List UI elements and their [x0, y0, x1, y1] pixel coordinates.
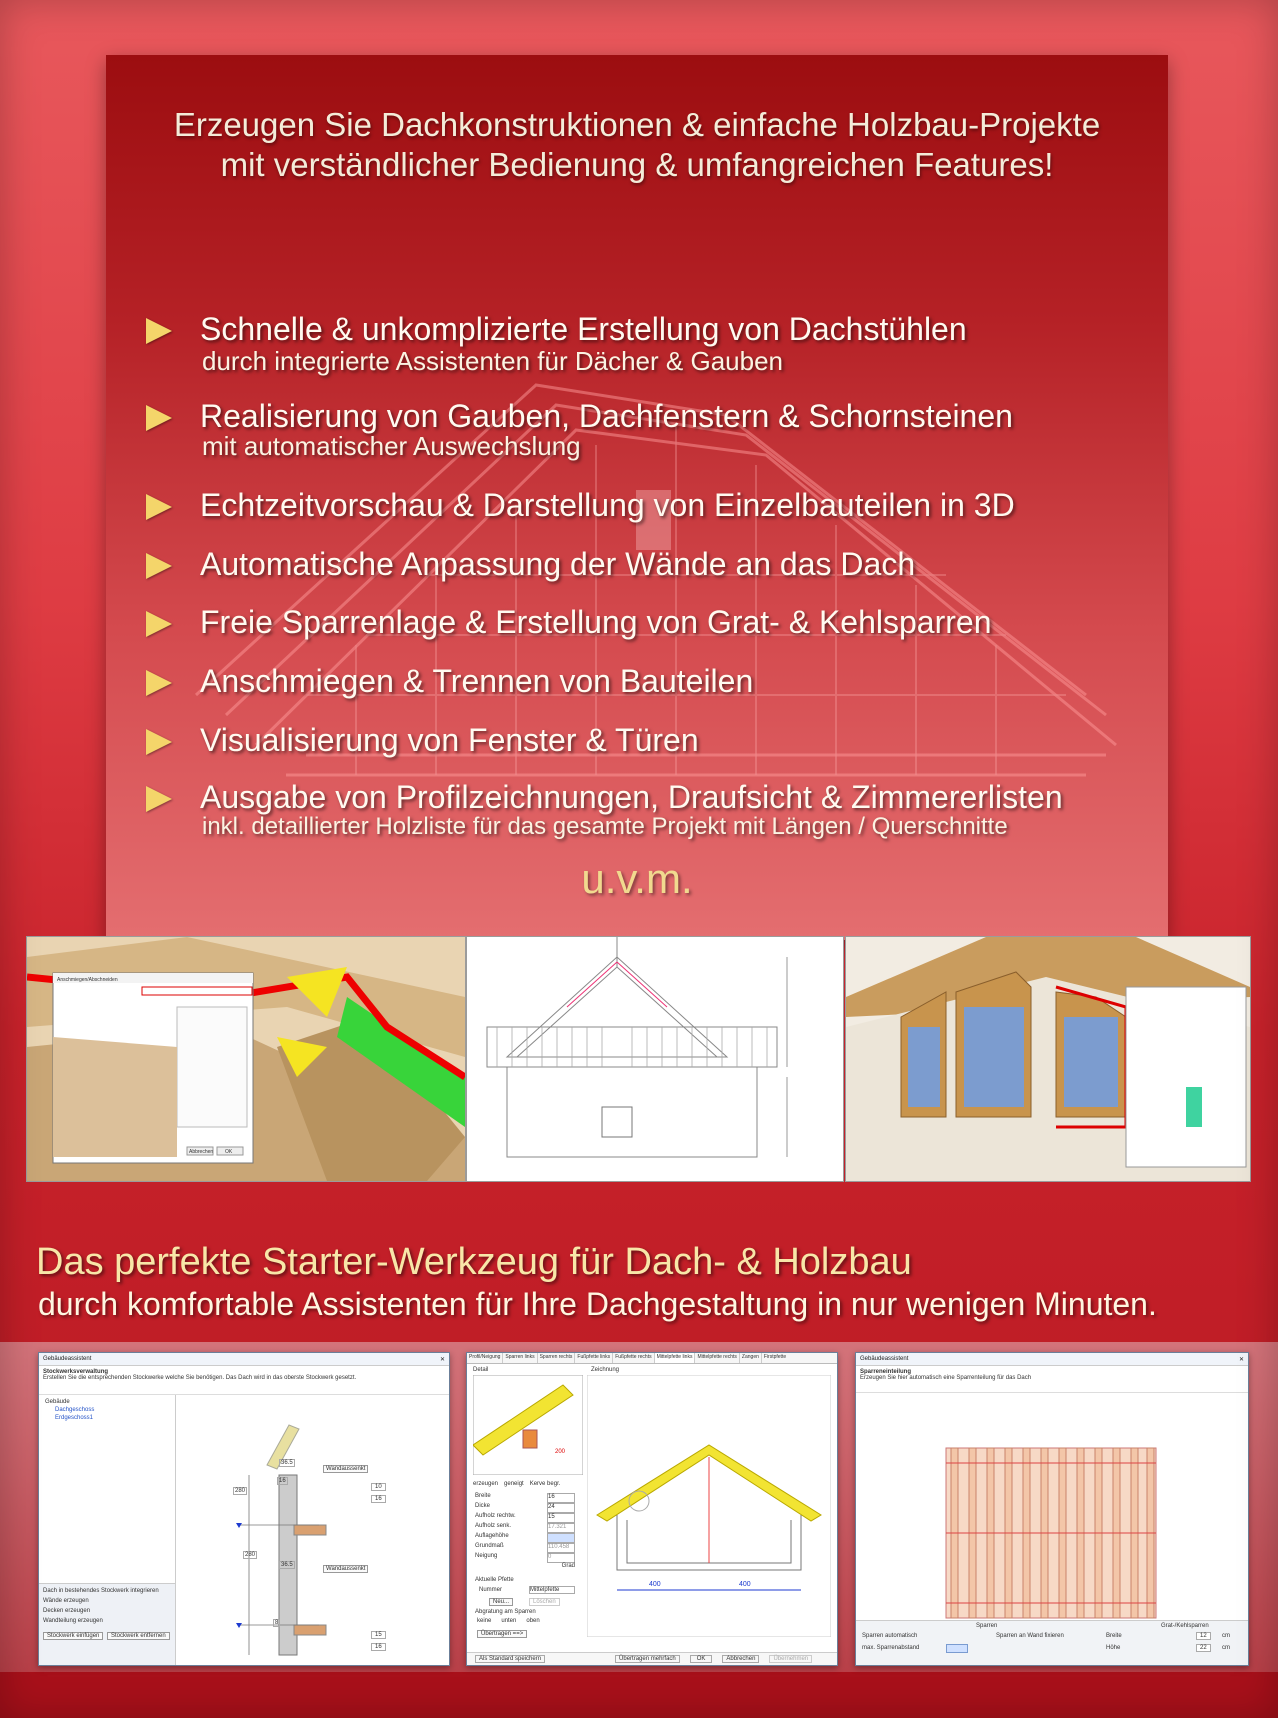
field-label: Auflagehöhe: [475, 1533, 509, 1539]
field-input[interactable]: 17.321: [547, 1523, 575, 1533]
tab[interactable]: Zangen: [740, 1353, 762, 1363]
tab[interactable]: Firstpfette: [763, 1354, 787, 1360]
unit-label: Grad: [561, 1563, 575, 1569]
pfette-select[interactable]: Mittelpfette: [529, 1586, 575, 1594]
option-checkbox[interactable]: geneigt: [504, 1481, 524, 1487]
feature-title: Visualisierung von Fenster & Türen: [200, 722, 699, 758]
drawing-label: Zeichnung: [591, 1367, 620, 1373]
tagline-title: Das perfekte Starter-Werkzeug für Dach- & Holzbau: [36, 1241, 912, 1283]
field-label: Grundmaß: [475, 1543, 504, 1549]
tab[interactable]: Fußpfette rechts: [613, 1353, 654, 1363]
headline: [106, 105, 1168, 185]
width-input[interactable]: 12: [1196, 1632, 1211, 1640]
field-label: Aufholz senk.: [475, 1523, 512, 1529]
options-panel: [39, 1583, 175, 1666]
tree-item[interactable]: Erdgeschoss1: [55, 1415, 94, 1421]
cancel-button[interactable]: Abbrechen: [722, 1655, 759, 1663]
field-label: Aufholz rechtw.: [475, 1513, 516, 1519]
option-checkbox[interactable]: Sparren an Wand fixieren: [996, 1633, 1064, 1639]
dialog-title: Gebäudeassistent: [860, 1356, 909, 1362]
dim-field[interactable]: 280: [235, 1488, 246, 1494]
option-checkbox[interactable]: Wände erzeugen: [43, 1598, 89, 1604]
feature-title: Ausgabe von Profilzeichnungen, Draufsicht & Zimmererlisten: [200, 779, 1063, 815]
radio-option[interactable]: oben: [526, 1618, 540, 1624]
dim-label: 400: [739, 1581, 751, 1588]
group-label: Sparren: [976, 1623, 998, 1629]
feature-subtitle: inkl. detaillierter Holzliste für das gesamte Projekt mit Längen / Querschnitte: [202, 813, 1008, 840]
tab[interactable]: Sparren links: [503, 1353, 537, 1363]
radio-option[interactable]: unten: [501, 1618, 517, 1624]
field-label: Breite: [475, 1493, 491, 1499]
feature-title: Freie Sparrenlage & Erstellung von Grat- & Kehlsparren: [200, 604, 992, 640]
field-label: Neigung: [475, 1553, 498, 1559]
close-icon[interactable]: ✕: [1238, 1356, 1244, 1363]
arrow-icon: [146, 405, 172, 431]
screenshot-trim: [26, 936, 466, 1182]
dim-field[interactable]: 15: [371, 1631, 386, 1639]
dim-field[interactable]: 8: [275, 1620, 279, 1626]
field-label: Höhe: [1106, 1645, 1121, 1651]
arrow-icon: [146, 729, 172, 755]
detail-label: Detail: [473, 1367, 489, 1373]
dialog-title: Anschmiegen/Abschneiden: [57, 977, 118, 983]
rafter-layout-drawing: [856, 1393, 1248, 1623]
spacing-input[interactable]: [946, 1644, 968, 1653]
arrow-icon: [146, 553, 172, 579]
arrow-icon: [146, 786, 172, 812]
field-label: max. Sparrenabstand: [862, 1645, 920, 1651]
cancel-button[interactable]: Abbrechen: [189, 1149, 214, 1155]
section-drawing: [587, 1375, 831, 1637]
section-heading: Sparreneinteilung: [860, 1369, 912, 1375]
dialog-title: Gebäudeassistent: [43, 1356, 92, 1362]
ok-button[interactable]: OK: [225, 1149, 233, 1155]
option-checkbox[interactable]: erzeugen: [473, 1481, 499, 1487]
field-label: Dicke: [475, 1503, 491, 1509]
dim-field[interactable]: 16: [371, 1495, 386, 1503]
field-label: Nummer: [479, 1587, 503, 1593]
option-checkbox[interactable]: Decken erzeugen: [43, 1608, 91, 1614]
field-input[interactable]: [547, 1533, 575, 1543]
option-checkbox[interactable]: Kerve begr.: [529, 1481, 561, 1487]
arrow-icon: [146, 670, 172, 696]
tab-active[interactable]: Mittelpfette links: [655, 1353, 696, 1363]
option-checkbox[interactable]: Wandteilung erzeugen: [43, 1618, 103, 1624]
arrow-icon: [146, 318, 172, 344]
option-checkbox[interactable]: Sparren automatisch: [862, 1633, 918, 1639]
feature-title: Schnelle & unkomplizierte Erstellung von Dachstühlen: [200, 311, 967, 347]
section-label: Aktuelle Pfette: [475, 1577, 514, 1583]
section-label: Abgratung am Sparren: [475, 1609, 536, 1615]
feature-title: Echtzeitvorschau & Darstellung von Einzelbauteilen in 3D: [200, 487, 1015, 523]
dialog-titlebar: [39, 1353, 449, 1366]
save-default-button[interactable]: Als Standard speichern: [475, 1655, 545, 1663]
delete-button[interactable]: Löschen: [529, 1598, 560, 1606]
dim-label: 200: [555, 1449, 566, 1455]
apply-button[interactable]: Übernehmen: [769, 1655, 812, 1663]
dim-field[interactable]: 36.5: [281, 1562, 293, 1568]
feature-title: Anschmiegen & Trennen von Bauteilen: [200, 663, 754, 699]
hero-panel: [106, 55, 1168, 940]
dim-field[interactable]: 10: [371, 1483, 386, 1491]
footer-band: [0, 1672, 1278, 1718]
field-input[interactable]: 110.458: [547, 1543, 575, 1553]
field-input[interactable]: 16: [547, 1493, 575, 1503]
section-heading: Stockwerksverwaltung: [43, 1369, 109, 1375]
feature-title: Realisierung von Gauben, Dachfenstern & Schornsteinen: [200, 398, 1013, 434]
dialog-titlebar: [856, 1353, 1248, 1366]
dialog-stockwerk: [38, 1352, 450, 1666]
tagline-subtitle: durch komfortable Assistenten für Ihre Dachgestaltung in nur wenigen Minuten.: [38, 1286, 1157, 1322]
dimension-fields: [475, 1493, 575, 1569]
feature-subtitle: durch integrierte Assistenten für Dächer & Gauben: [202, 346, 783, 376]
field-input[interactable]: 24: [547, 1503, 575, 1513]
field-label: Breite: [1106, 1633, 1122, 1639]
dim-field[interactable]: 16: [371, 1643, 386, 1651]
dialog-pfette: [466, 1352, 838, 1666]
section-description: Erzeugen Sie hier automatisch eine Sparrenteilung für das Dach: [860, 1375, 1032, 1381]
arrow-icon: [146, 494, 172, 520]
add-floor-button[interactable]: Stockwerk einfügen: [43, 1632, 103, 1640]
tab[interactable]: Profil/Neigung: [467, 1353, 503, 1363]
tree-root[interactable]: Gebäude: [45, 1399, 70, 1405]
remove-floor-button[interactable]: Stockwerk entfernen: [107, 1632, 170, 1640]
building-tree: [39, 1395, 176, 1665]
height-input[interactable]: 22: [1196, 1644, 1211, 1652]
ok-button[interactable]: OK: [690, 1655, 713, 1663]
unit-label: cm: [1222, 1633, 1230, 1639]
options-row: [473, 1481, 560, 1487]
settings-panel: [856, 1620, 1248, 1665]
dim-field[interactable]: 36.5: [281, 1460, 293, 1466]
dim-field[interactable]: 16: [279, 1478, 286, 1484]
section-description: Erstellen Sie die entsprechenden Stockwerke welche Sie benötigen. Das Dach wird in das oberste Stockwerk gesetzt.: [43, 1375, 357, 1381]
tab[interactable]: Sparren rechts: [538, 1353, 576, 1363]
transfer-multiple-button[interactable]: Übertragen mehrfach: [615, 1655, 680, 1663]
uvm-label: u.v.m.: [581, 855, 693, 902]
group-label: Grat-/Kehlsparren: [1161, 1623, 1209, 1629]
arrow-icon: [146, 611, 172, 637]
dim-field[interactable]: 280: [245, 1552, 256, 1558]
headline-line-2: mit verständlicher Bedienung & umfangreichen Features!: [220, 146, 1054, 183]
radio-option[interactable]: keine: [477, 1618, 492, 1624]
unit-label: cm: [1222, 1645, 1230, 1651]
button-bar: [467, 1652, 838, 1665]
wall-label: Wandaussenkt: [323, 1465, 368, 1473]
wall-section-drawing: [179, 1395, 447, 1663]
detail-drawing: [473, 1375, 583, 1475]
transfer-button[interactable]: Übertragen ==>: [477, 1630, 527, 1638]
dim-label: 400: [649, 1581, 661, 1588]
tab[interactable]: Mittelpfette rechts: [695, 1353, 739, 1363]
headline-line-1: Erzeugen Sie Dachkonstruktionen & einfache Holzbau-Projekte: [173, 106, 1101, 143]
tab[interactable]: Fußpfette links: [575, 1353, 613, 1363]
dialog-sparren: [855, 1352, 1249, 1666]
tab-bar: [467, 1353, 837, 1364]
screenshot-elevation: [466, 936, 844, 1182]
feature-title: Automatische Anpassung der Wände an das Dach: [200, 546, 916, 582]
close-icon[interactable]: ✕: [439, 1356, 445, 1363]
radio-group: [477, 1618, 540, 1624]
new-button[interactable]: Neu...: [489, 1598, 513, 1606]
wall-label: Wandaussenkt: [323, 1565, 368, 1573]
option-checkbox[interactable]: Dach in bestehendes Stockwerk integrieren: [43, 1588, 159, 1594]
field-input[interactable]: 0: [547, 1553, 575, 1563]
field-input[interactable]: 15: [547, 1513, 575, 1523]
screenshot-3d-windows: [845, 936, 1251, 1182]
tree-item[interactable]: Dachgeschoss: [55, 1407, 95, 1413]
feature-subtitle: mit automatischer Auswechslung: [202, 431, 581, 461]
